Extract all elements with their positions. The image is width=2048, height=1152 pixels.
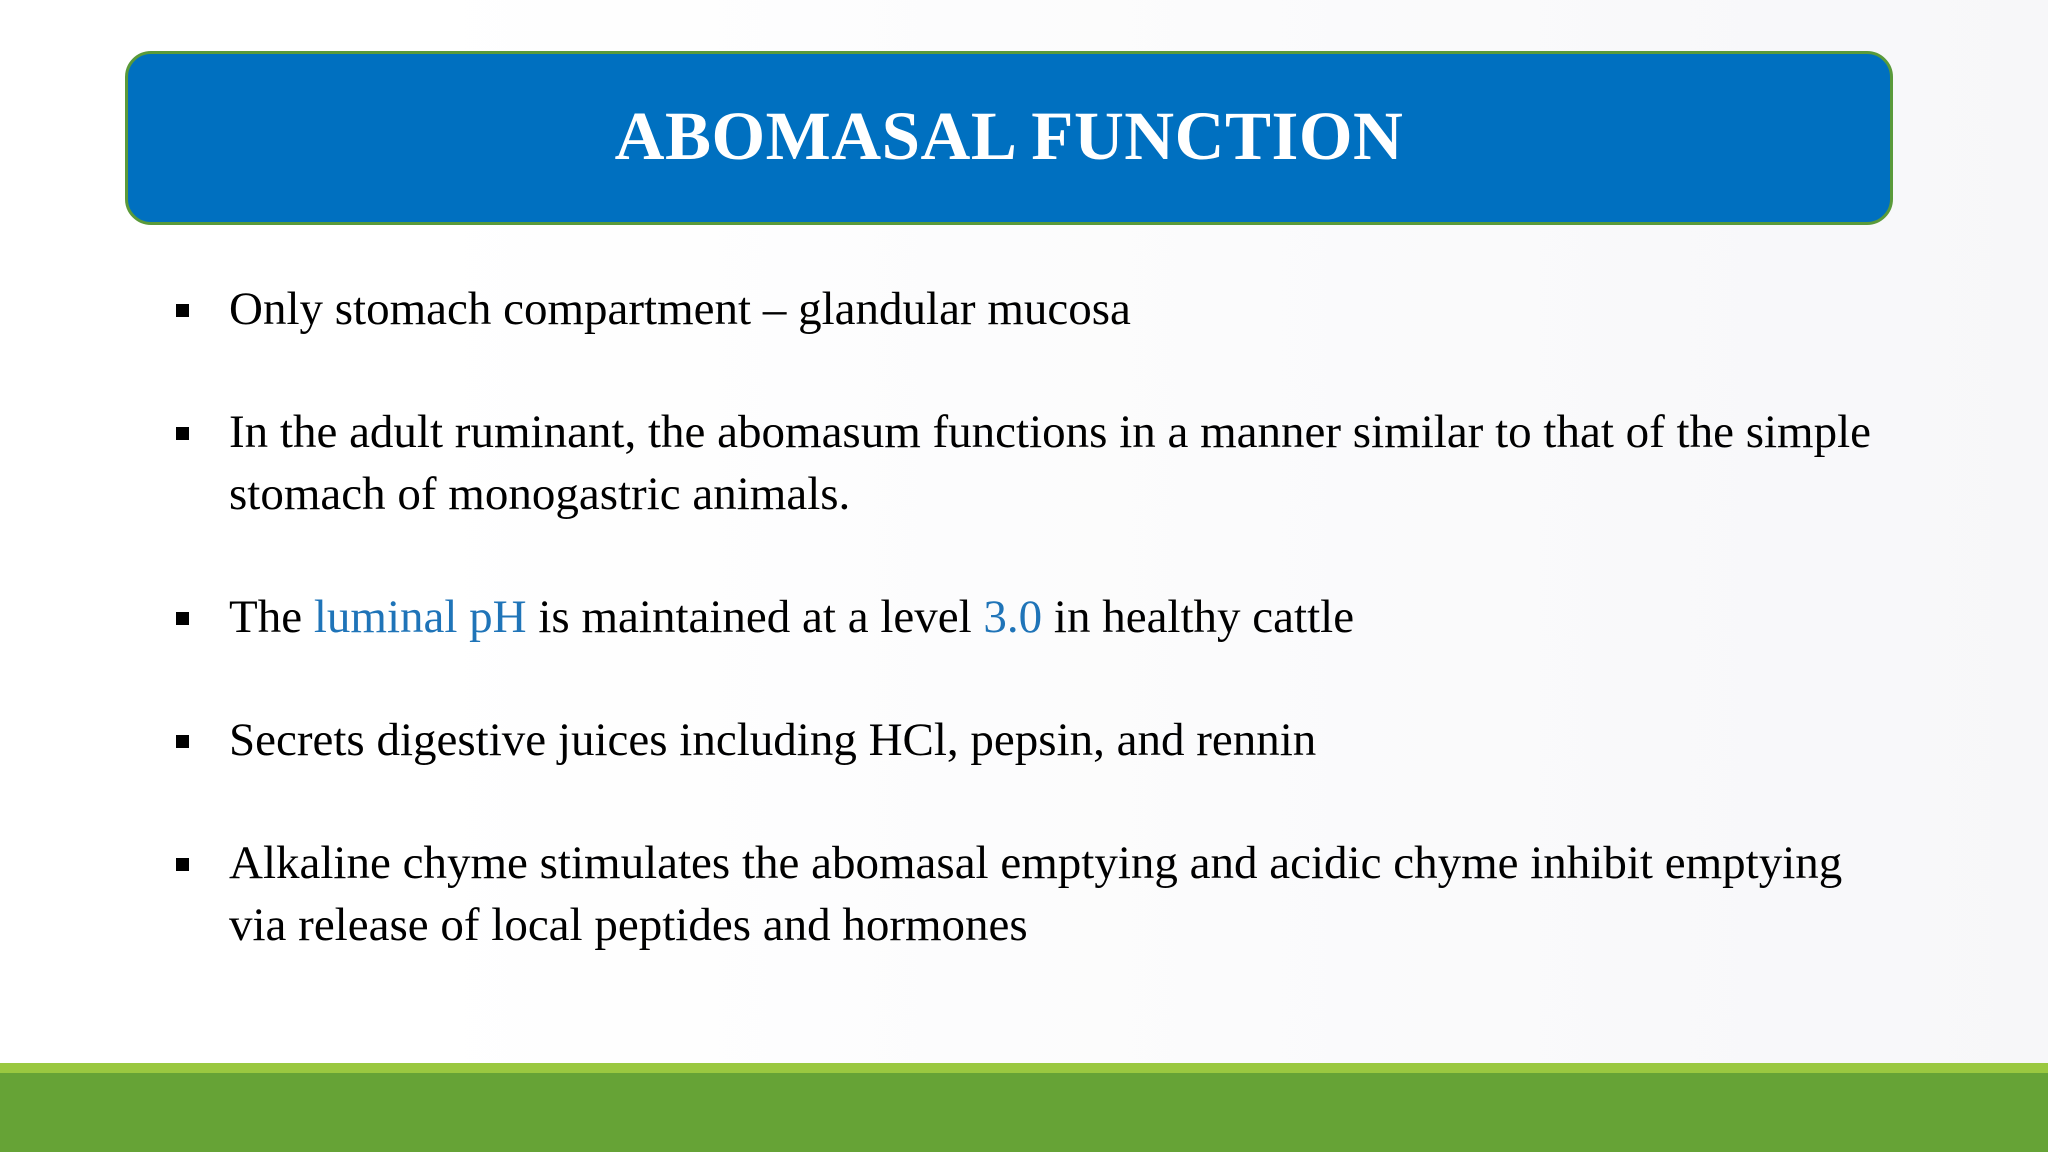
highlight-luminal-ph: luminal pH (313, 591, 527, 643)
bullet-text-part: is maintained at a level (526, 591, 984, 643)
bullet-text: Alkaline chyme stimulates the abomasal emptying and acidic chyme inhibit emptying via release of local peptides and hormones (229, 837, 1843, 951)
bullet-item (175, 586, 1895, 648)
bullet-text: In the adult ruminant, the abomasum functions in a manner similar to that of the simple stomach of monogastric animals. (229, 406, 1872, 520)
square-bullet-icon (176, 304, 189, 317)
footer-bar (0, 1073, 2048, 1152)
square-bullet-icon (176, 612, 189, 625)
bullet-text-part: in healthy cattle (1042, 591, 1355, 643)
bullet-text: Secrets digestive juices including HCl, pepsin, and rennin (229, 714, 1317, 766)
square-bullet-icon (176, 735, 189, 748)
square-bullet-icon (176, 858, 189, 871)
footer-accent-stripe (0, 1063, 2048, 1073)
title-banner (125, 51, 1893, 225)
bullet-text-part: The (229, 591, 314, 643)
bullet-item (175, 278, 1895, 340)
slide-title: ABOMASAL FUNCTION (614, 97, 1404, 174)
highlight-ph-value: 3.0 (983, 591, 1043, 643)
bullet-list (175, 278, 1895, 956)
bullet-item (175, 832, 1895, 956)
bullet-item (175, 401, 1895, 525)
bullet-text: Only stomach compartment – glandular mucosa (229, 283, 1131, 335)
square-bullet-icon (176, 427, 189, 440)
bullet-item (175, 709, 1895, 771)
